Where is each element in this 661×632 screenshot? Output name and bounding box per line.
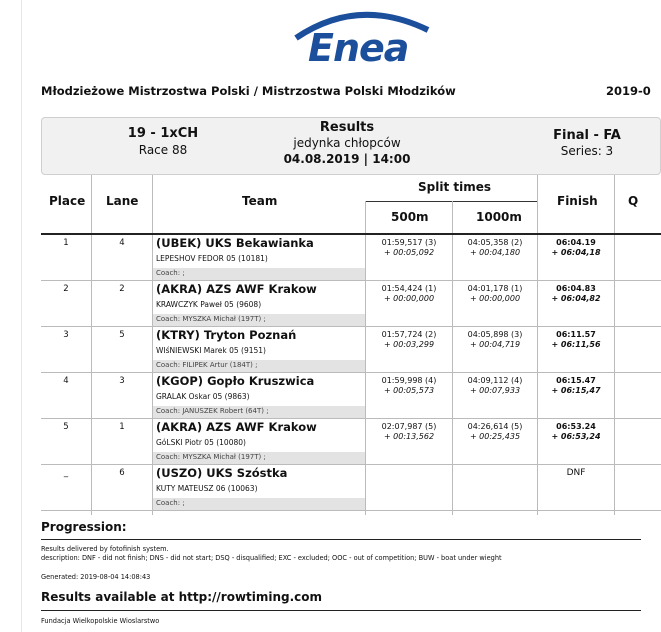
row-place: 4 <box>63 376 69 386</box>
row-split-500 <box>367 330 451 350</box>
description-note: description: DNF - did not finish; DNS - did not start; DSQ - disqualified; EXC - excluded; OOC - out of competition; BUW - boat under wieght <box>41 554 502 562</box>
row-place: 5 <box>63 422 69 432</box>
table-row <box>41 465 661 511</box>
organizer-note: Fundacja Wielkopolskie Wioslarstwo <box>41 617 160 625</box>
row-lane: 4 <box>119 238 125 248</box>
row-finish <box>538 284 614 304</box>
row-split-1000 <box>453 330 537 350</box>
row-finish <box>538 468 614 478</box>
row-team: (KTRY) Tryton Poznań <box>156 328 297 342</box>
row-team: (AKRA) AZS AWF Krakow <box>156 282 317 296</box>
row-lane: 1 <box>119 422 125 432</box>
split-time: 04:26,614 (5) <box>467 422 523 431</box>
split-time: 01:54,424 (1) <box>381 284 437 293</box>
col-place: Place <box>49 194 86 208</box>
row-coach: Coach: MYSZKA Michał (197T) ; <box>153 452 365 464</box>
results-table <box>41 233 661 513</box>
race-datetime: 04.08.2019 | 14:00 <box>283 152 411 166</box>
split-diff: + 00:05,573 <box>383 386 435 395</box>
table-row <box>41 235 661 281</box>
header-divider <box>452 201 453 233</box>
row-split-500 <box>367 284 451 304</box>
finish-time: 06:53.24 <box>556 422 596 431</box>
header-divider <box>91 175 92 233</box>
row-lane: 6 <box>119 468 125 478</box>
row-finish <box>538 376 614 396</box>
finish-diff: + 06:04,82 <box>551 294 601 303</box>
row-split-1000 <box>453 238 537 258</box>
split-diff: + 00:13,562 <box>383 432 435 441</box>
row-place: _ <box>63 468 69 478</box>
row-athlete: GRALAK Oskar 05 (9863) <box>156 392 250 401</box>
row-split-500 <box>367 238 451 258</box>
race-title-block <box>282 120 412 166</box>
event-title: Młodzieżowe Mistrzostwa Polski / Mistrzostwa Polski Młodzików <box>41 84 456 98</box>
row-split-500 <box>367 422 451 442</box>
split-diff: + 00:04,719 <box>469 340 521 349</box>
split-diff: + 00:25,435 <box>469 432 521 441</box>
event-year: 2019-0 <box>606 84 651 98</box>
split-time: 04:09,112 (4) <box>467 376 523 385</box>
row-lane: 5 <box>119 330 125 340</box>
header-divider <box>152 175 153 233</box>
row-coach: Coach: MYSZKA Michał (197T) ; <box>153 314 365 326</box>
race-code: 19 - 1xCH <box>127 126 199 141</box>
table-row <box>41 281 661 327</box>
row-team: (KGOP) Gopło Kruszwica <box>156 374 315 388</box>
split-diff: + 00:05,092 <box>383 248 435 257</box>
race-header <box>41 117 661 175</box>
col-split-500: 500m <box>391 210 429 224</box>
race-phase: Final - FA <box>553 128 621 143</box>
footer-rule <box>41 610 641 611</box>
row-athlete: WIśNIEWSKI Marek 05 (9151) <box>156 346 266 355</box>
col-lane: Lane <box>106 194 139 208</box>
split-time: 04:05,358 (2) <box>467 238 523 247</box>
finish-time: DNF <box>566 468 586 478</box>
row-team: (UBEK) UKS Bekawianka <box>156 236 314 250</box>
race-info <box>118 126 208 157</box>
row-coach: Coach: JANUSZEK Robert (64T) ; <box>153 406 365 418</box>
left-margin <box>0 0 22 632</box>
row-athlete: GóLSKI Piotr 05 (10080) <box>156 438 246 447</box>
split-time: 04:05,898 (3) <box>467 330 523 339</box>
row-finish <box>538 422 614 442</box>
finish-diff: + 06:53,24 <box>551 432 601 441</box>
row-team: (USZO) UKS Szóstka <box>156 466 288 480</box>
col-qualification: Q <box>628 194 639 208</box>
row-coach: Coach: ; <box>153 268 365 280</box>
race-number: Race 88 <box>138 143 188 157</box>
race-series: Series: 3 <box>560 144 614 158</box>
table-row <box>41 373 661 419</box>
split-time: 04:01,178 (1) <box>467 284 523 293</box>
header-divider <box>614 175 615 233</box>
row-place: 1 <box>63 238 69 248</box>
col-split-times: Split times <box>418 180 492 194</box>
header-divider <box>537 175 538 233</box>
table-row <box>41 419 661 465</box>
row-lane: 2 <box>119 284 125 294</box>
row-split-1000 <box>453 376 537 396</box>
split-times-rule <box>365 201 537 202</box>
finish-diff: + 06:04,18 <box>551 248 601 257</box>
split-time: 01:59,517 (3) <box>381 238 437 247</box>
row-coach: Coach: FILIPEK Artur (184T) ; <box>153 360 365 372</box>
col-split-1000: 1000m <box>476 210 522 224</box>
row-lane: 3 <box>119 376 125 386</box>
row-finish <box>538 330 614 350</box>
row-split-500 <box>367 376 451 396</box>
finish-diff: + 06:11,56 <box>551 340 601 349</box>
race-subtitle: jedynka chłopców <box>293 136 401 150</box>
split-time: 01:59,998 (4) <box>381 376 437 385</box>
logo-text: Enea <box>308 26 409 70</box>
row-team: (AKRA) AZS AWF Krakow <box>156 420 317 434</box>
row-place: 2 <box>63 284 69 294</box>
footer-rule <box>41 539 641 540</box>
row-athlete: KUTY MATEUSZ 06 (10063) <box>156 484 258 493</box>
split-time: 02:07,987 (5) <box>381 422 437 431</box>
table-row <box>41 327 661 373</box>
finish-time: 06:11.57 <box>556 330 596 339</box>
row-athlete: KRAWCZYK Paweł 05 (9608) <box>156 300 262 309</box>
finish-time: 06:15.47 <box>556 376 596 385</box>
split-diff: + 00:00,000 <box>383 294 435 303</box>
row-athlete: LEPESHOV FEDOR 05 (10181) <box>156 254 268 263</box>
progression-label: Progression: <box>41 520 127 534</box>
finish-time: 06:04.19 <box>556 238 596 247</box>
race-phase-block <box>542 128 632 158</box>
delivered-note: Results delivered by fotofinish system. <box>41 545 169 553</box>
generated-note: Generated: 2019-08-04 14:08:43 <box>41 573 151 581</box>
split-time: 01:57,724 (2) <box>381 330 437 339</box>
split-diff: + 00:04,180 <box>469 248 521 257</box>
row-split-1000 <box>453 422 537 442</box>
enea-logo <box>278 4 438 70</box>
col-finish: Finish <box>557 194 598 208</box>
split-diff: + 00:00,000 <box>469 294 521 303</box>
row-place: 3 <box>63 330 69 340</box>
split-diff: + 00:03,299 <box>383 340 435 349</box>
row-coach: Coach: ; <box>153 498 365 510</box>
row-finish <box>538 238 614 258</box>
split-diff: + 00:07,933 <box>469 386 521 395</box>
finish-diff: + 06:15,47 <box>551 386 601 395</box>
results-link[interactable]: Results available at http://rowtiming.com <box>41 590 323 604</box>
header-divider <box>365 201 366 233</box>
results-title: Results <box>319 120 375 135</box>
row-split-1000 <box>453 284 537 304</box>
finish-time: 06:04.83 <box>556 284 596 293</box>
col-team: Team <box>242 194 278 208</box>
